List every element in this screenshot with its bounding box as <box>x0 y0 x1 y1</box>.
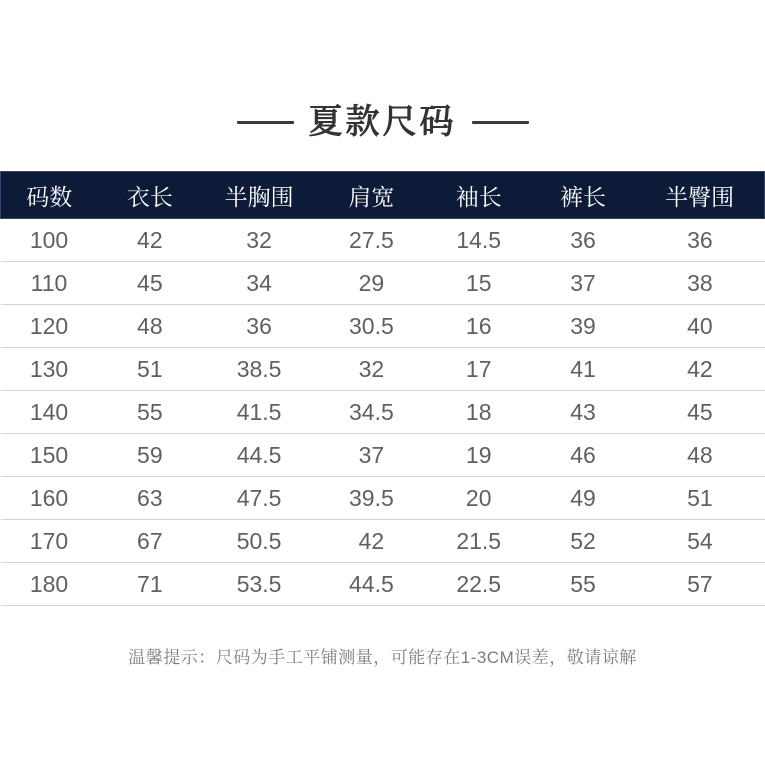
size-cell: 120 <box>1 305 98 348</box>
measurement-cell: 44.5 <box>316 563 427 606</box>
size-cell: 160 <box>1 477 98 520</box>
measurement-cell: 22.5 <box>427 563 531 606</box>
table-row <box>1 477 765 520</box>
table-row <box>1 305 765 348</box>
measurement-cell: 40 <box>635 305 764 348</box>
measurement-cell: 47.5 <box>202 477 316 520</box>
column-header: 袖长 <box>427 172 531 219</box>
measurement-cell: 39.5 <box>316 477 427 520</box>
measurement-cell: 32 <box>316 348 427 391</box>
title-dash-left <box>237 121 294 124</box>
measurement-cell: 51 <box>98 348 203 391</box>
measurement-cell: 18 <box>427 391 531 434</box>
measurement-cell: 48 <box>98 305 203 348</box>
measurement-cell: 20 <box>427 477 531 520</box>
measurement-cell: 42 <box>98 219 203 262</box>
measurement-cell: 55 <box>98 391 203 434</box>
measurement-cell: 36 <box>531 219 636 262</box>
measurement-cell: 34 <box>202 262 316 305</box>
measurement-cell: 51 <box>635 477 764 520</box>
measurement-cell: 42 <box>316 520 427 563</box>
measurement-cell: 45 <box>98 262 203 305</box>
measurement-cell: 49 <box>531 477 636 520</box>
note-text: 温馨提示：尺码为手工平铺测量，可能存在1-3CM误差，敬请谅解 <box>128 648 637 667</box>
measurement-cell: 37 <box>531 262 636 305</box>
page-title <box>0 100 765 144</box>
measurement-cell: 36 <box>635 219 764 262</box>
measurement-cell: 42 <box>635 348 764 391</box>
measurement-cell: 59 <box>98 434 203 477</box>
measurement-cell: 57 <box>635 563 764 606</box>
measurement-cell: 38 <box>635 262 764 305</box>
measurement-cell: 36 <box>202 305 316 348</box>
title-text: 夏款尺码 <box>308 103 457 141</box>
column-header: 裤长 <box>531 172 636 219</box>
measurement-cell: 43 <box>531 391 636 434</box>
table-row <box>1 348 765 391</box>
column-header: 半胸围 <box>202 172 316 219</box>
size-table <box>0 171 765 606</box>
column-header: 衣长 <box>98 172 203 219</box>
measurement-cell: 21.5 <box>427 520 531 563</box>
measurement-cell: 15 <box>427 262 531 305</box>
table-row <box>1 219 765 262</box>
table-row <box>1 262 765 305</box>
measurement-cell: 17 <box>427 348 531 391</box>
measurement-cell: 52 <box>531 520 636 563</box>
measurement-cell: 41.5 <box>202 391 316 434</box>
measurement-cell: 54 <box>635 520 764 563</box>
measurement-cell: 41 <box>531 348 636 391</box>
table-header-row <box>1 172 765 219</box>
measurement-cell: 27.5 <box>316 219 427 262</box>
measurement-cell: 50.5 <box>202 520 316 563</box>
size-cell: 140 <box>1 391 98 434</box>
size-cell: 100 <box>1 219 98 262</box>
table-body <box>1 219 765 606</box>
measurement-cell: 67 <box>98 520 203 563</box>
size-cell: 180 <box>1 563 98 606</box>
measurement-cell: 32 <box>202 219 316 262</box>
measurement-cell: 63 <box>98 477 203 520</box>
column-header: 码数 <box>1 172 98 219</box>
table-row <box>1 434 765 477</box>
measurement-cell: 29 <box>316 262 427 305</box>
measurement-cell: 71 <box>98 563 203 606</box>
size-cell: 130 <box>1 348 98 391</box>
measurement-cell: 46 <box>531 434 636 477</box>
measurement-cell: 39 <box>531 305 636 348</box>
measurement-cell: 45 <box>635 391 764 434</box>
table-row <box>1 391 765 434</box>
measurement-cell: 34.5 <box>316 391 427 434</box>
size-cell: 110 <box>1 262 98 305</box>
measurement-cell: 38.5 <box>202 348 316 391</box>
measurement-cell: 16 <box>427 305 531 348</box>
column-header: 肩宽 <box>316 172 427 219</box>
measurement-cell: 19 <box>427 434 531 477</box>
measurement-cell: 48 <box>635 434 764 477</box>
title-dash-right <box>472 121 529 124</box>
measurement-cell: 37 <box>316 434 427 477</box>
size-cell: 170 <box>1 520 98 563</box>
size-cell: 150 <box>1 434 98 477</box>
measurement-cell: 53.5 <box>202 563 316 606</box>
table-row <box>1 563 765 606</box>
measurement-cell: 44.5 <box>202 434 316 477</box>
measurement-cell: 55 <box>531 563 636 606</box>
measurement-cell: 14.5 <box>427 219 531 262</box>
column-header: 半臀围 <box>635 172 764 219</box>
measurement-cell: 30.5 <box>316 305 427 348</box>
table-row <box>1 520 765 563</box>
